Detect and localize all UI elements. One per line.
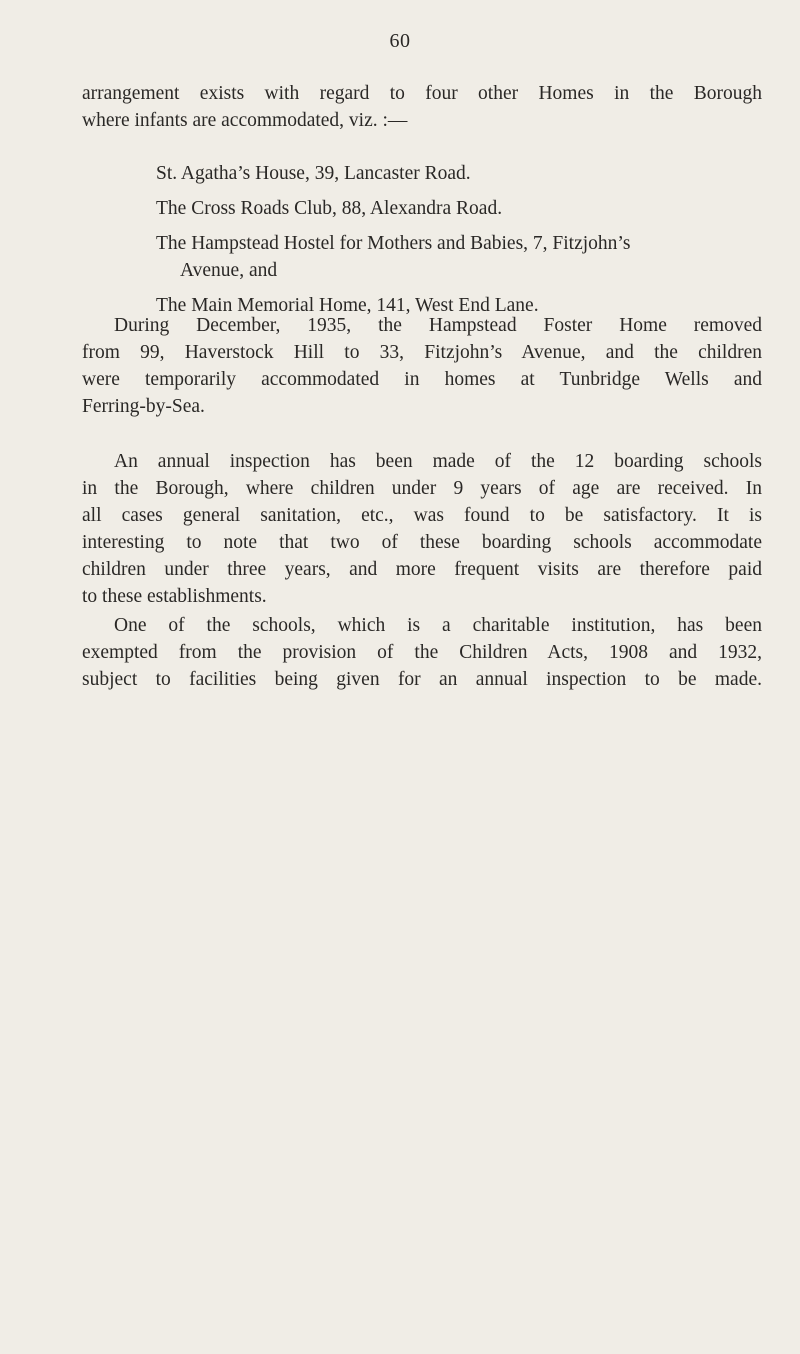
inspection-line-2: in the Borough, where children under 9 years of age are received. In: [82, 478, 762, 499]
schools-line-3: subject to facilities being given for an annual inspection to be made.: [82, 669, 762, 690]
home-item-text: The Hampstead Hostel for Mothers and Babies, 7, Fitzjohn’s: [156, 233, 631, 254]
intro-line-1: arrangement exists with regard to four other Homes in the Borough: [82, 83, 762, 104]
homes-list: [156, 160, 766, 327]
intro-paragraph: [82, 80, 762, 134]
home-item-text: St. Agatha’s House, 39, Lancaster Road.: [156, 163, 471, 184]
inspection-line-5: children under three years, and more frequent visits are therefore paid: [82, 559, 762, 580]
home-item-hampstead-hostel: [156, 230, 766, 284]
inspection-paragraph: [82, 448, 762, 610]
december-line-2: from 99, Haverstock Hill to 33, Fitzjohn’s Avenue, and the children: [82, 342, 762, 363]
inspection-line-6: to these establishments.: [82, 586, 267, 607]
inspection-line-4: interesting to note that two of these boarding schools accommodate: [82, 532, 762, 553]
page-number: 60: [389, 30, 411, 52]
december-line-1: During December, 1935, the Hampstead Foster Home removed: [114, 315, 762, 336]
december-paragraph: [82, 312, 762, 420]
december-line-4: Ferring-by-Sea.: [82, 396, 205, 417]
home-item-st-agathas: [156, 160, 766, 187]
home-item-continuation: Avenue, and: [180, 260, 278, 281]
home-item-text: The Main Memorial Home, 141, West End Lane.: [156, 295, 539, 316]
schools-line-2: exempted from the provision of the Children Acts, 1908 and 1932,: [82, 642, 762, 663]
schools-line-1: One of the schools, which is a charitable institution, has been: [114, 615, 762, 636]
schools-paragraph: [82, 612, 762, 693]
home-item-text: The Cross Roads Club, 88, Alexandra Road.: [156, 198, 503, 219]
inspection-line-3: all cases general sanitation, etc., was found to be satisfactory. It is: [82, 505, 762, 526]
home-item-cross-roads-club: [156, 195, 766, 222]
intro-line-2: where infants are accommodated, viz. :—: [82, 110, 408, 131]
inspection-line-1: An annual inspection has been made of the 12 boarding schools: [114, 451, 762, 472]
december-line-3: were temporarily accommodated in homes at Tunbridge Wells and: [82, 369, 762, 390]
